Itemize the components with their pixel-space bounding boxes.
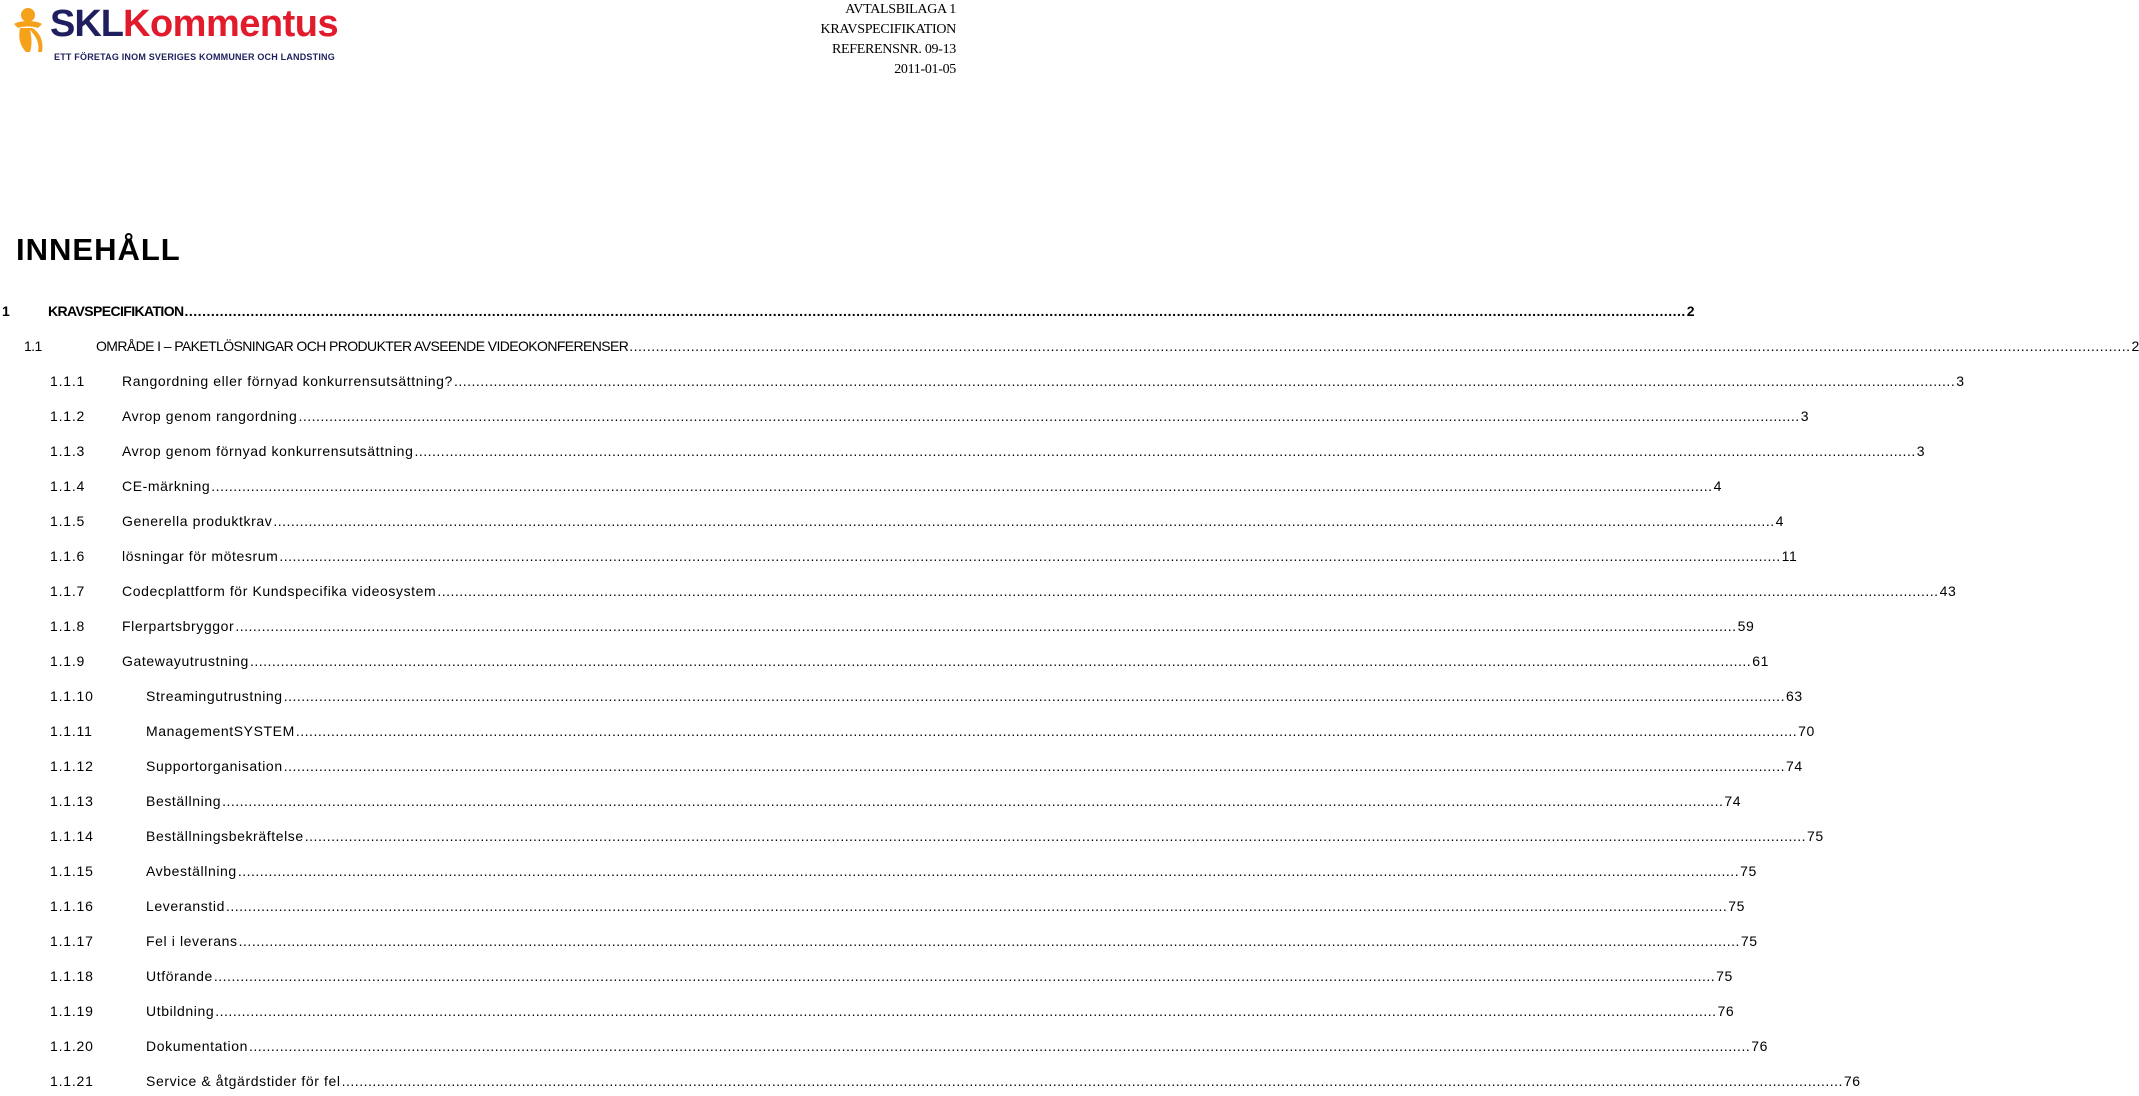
toc-leader-dots: [222, 790, 1723, 812]
toc-entry-title: Utförande: [146, 968, 213, 984]
toc-entry-page: 2: [1686, 303, 1694, 319]
toc-entry-page: 59: [1737, 618, 1755, 634]
toc-entry[interactable]: [0, 895, 1746, 917]
toc-entry-number: 1.1.1: [50, 373, 86, 389]
toc-entry[interactable]: [0, 475, 1722, 497]
toc-entry-page: 70: [1798, 723, 1815, 739]
toc-entry[interactable]: [0, 755, 1803, 777]
toc-leader-dots: [342, 1070, 1843, 1092]
toc-entry-title: Fel i leverans: [146, 933, 238, 949]
toc-entry-number: 1.1.5: [50, 513, 86, 529]
toc-entry-page: 3: [1800, 408, 1810, 424]
toc-entry-page: 74: [1785, 758, 1803, 774]
toc-leader-dots: [437, 580, 1938, 602]
company-logo: [10, 4, 370, 66]
toc-entry[interactable]: [0, 545, 1798, 567]
person-figure-icon: [10, 6, 46, 54]
toc-entry-title: Avrop genom rangordning: [122, 408, 298, 424]
toc-entry[interactable]: [0, 685, 1803, 707]
toc-entry-number: 1.1.20: [50, 1038, 94, 1054]
toc-entry-title: Service & åtgärdstider för fel: [146, 1073, 341, 1089]
toc-entry-number: 1.1.19: [50, 1003, 94, 1019]
toc-entry[interactable]: [0, 405, 1810, 427]
toc-entry-title: Beställningsbekräftelse: [146, 828, 304, 844]
toc-leader-dots: [279, 545, 1780, 567]
toc-entry[interactable]: [0, 1035, 1769, 1057]
toc-leader-dots: [215, 1000, 1716, 1022]
toc-leader-dots: [226, 895, 1727, 917]
toc-entry-number: 1.1.10: [50, 688, 94, 704]
toc-entry-number: 1.1.18: [50, 968, 94, 984]
toc-entry-title: OMRÅDE I – PAKETLÖSNINGAR OCH PRODUKTER AVSEENDE VIDEOKONFERENSER: [96, 338, 629, 354]
toc-entry-page: 75: [1728, 898, 1746, 914]
toc-entry-number: 1: [2, 303, 10, 319]
toc-entry-number: 1.1.8: [50, 618, 86, 634]
toc-entry[interactable]: [0, 650, 1769, 672]
toc-entry-title: Rangordning eller förnyad konkurrensutsättning?: [122, 373, 453, 389]
toc-leader-dots: [235, 615, 1736, 637]
toc-entry[interactable]: [0, 510, 1784, 532]
logo-wordmark: SKLKommentus: [50, 3, 339, 45]
toc-entry-page: 76: [1751, 1038, 1769, 1054]
logo-tagline: ETT FÖRETAG INOM SVERIGES KOMMUNER OCH LANDSTING: [54, 52, 335, 62]
toc-entry-page: 76: [1717, 1003, 1735, 1019]
toc-entry-title: Streamingutrustning: [146, 688, 283, 704]
toc-entry[interactable]: [0, 825, 1824, 847]
toc-entry-number: 1.1.14: [50, 828, 94, 844]
toc-entry-page: 74: [1724, 793, 1742, 809]
toc-entry-page: 63: [1785, 688, 1803, 704]
toc-entry[interactable]: [0, 1070, 1861, 1092]
toc-entry[interactable]: [0, 860, 1757, 882]
toc-entry-page: 75: [1740, 863, 1757, 879]
toc-entry-page: 11: [1781, 548, 1798, 564]
toc-entry-title: Generella produktkrav: [122, 513, 273, 529]
toc-entry-page: 75: [1716, 968, 1733, 984]
toc-leader-dots: [273, 510, 1774, 532]
toc-entry[interactable]: [0, 930, 1758, 952]
toc-entry-number: 1.1.11: [50, 723, 93, 739]
toc-entry-title: KRAVSPECIFIKATION: [48, 303, 184, 319]
toc-entry-page: 43: [1939, 583, 1957, 599]
toc-entry-title: Gatewayutrustning: [122, 653, 249, 669]
toc-entry-page: 75: [1740, 933, 1758, 949]
toc-entry-page: 4: [1775, 513, 1784, 529]
toc-entry-number: 1.1.15: [50, 863, 94, 879]
toc-leader-dots: [296, 720, 1797, 742]
toc-leader-dots: [214, 965, 1715, 987]
document-header-info: [821, 0, 956, 80]
toc-leader-dots: [284, 685, 1785, 707]
toc-leader-dots: [185, 300, 1686, 322]
toc-entry-number: 1.1.17: [50, 933, 94, 949]
toc-entry-title: Codecplattform för Kundspecifika videosystem: [122, 583, 437, 599]
toc-entry[interactable]: [0, 580, 1957, 602]
toc-entry-title: Beställning: [146, 793, 222, 809]
toc-entry-title: lösningar för mötesrum: [122, 548, 279, 564]
toc-entry-number: 1.1.9: [50, 653, 86, 669]
toc-entry[interactable]: [0, 300, 1694, 322]
toc-leader-dots: [250, 650, 1751, 672]
toc-leader-dots: [305, 825, 1806, 847]
toc-entry-page: 3: [1956, 373, 1965, 389]
toc-entry-title: Avrop genom förnyad konkurrensutsättning: [122, 443, 414, 459]
toc-leader-dots: [211, 475, 1712, 497]
toc-entry[interactable]: [0, 1000, 1735, 1022]
toc-leader-dots: [454, 370, 1955, 392]
toc-entry[interactable]: [0, 790, 1742, 812]
header-reference: REFERENSNR. 09-13: [831, 42, 956, 57]
toc-entry-page: 75: [1807, 828, 1824, 844]
toc-entry-page: 76: [1843, 1073, 1861, 1089]
toc-entry[interactable]: [0, 615, 1755, 637]
toc-entry-title: CE-märkning: [122, 478, 211, 494]
toc-entry-number: 1.1.13: [50, 793, 94, 809]
toc-entry-number: 1.1.16: [50, 898, 94, 914]
toc-entry-number: 1.1.2: [50, 408, 86, 424]
toc-entry-number: 1.1.3: [50, 443, 86, 459]
toc-entry-title: Dokumentation: [146, 1038, 248, 1054]
toc-entry-title: Supportorganisation: [146, 758, 283, 774]
toc-leader-dots: [238, 860, 1739, 882]
toc-entry[interactable]: [0, 335, 2139, 357]
toc-entry-title: ManagementSYSTEM: [146, 723, 295, 739]
toc-entry-title: Flerpartsbryggor: [122, 618, 235, 634]
toc-entry[interactable]: [0, 440, 1926, 462]
toc-leader-dots: [249, 1035, 1750, 1057]
toc-entry-page: 2: [2131, 338, 2139, 354]
toc-entry-title: Utbildning: [146, 1003, 215, 1019]
toc-entry-number: 1.1: [24, 338, 42, 354]
toc-entry-page: 4: [1713, 478, 1722, 494]
toc-entry[interactable]: [0, 720, 1815, 742]
header-date: 2011-01-05: [894, 62, 956, 77]
toc-entry-page: 3: [1916, 443, 1926, 459]
toc-leader-dots: [284, 755, 1785, 777]
toc-entry-number: 1.1.7: [50, 583, 86, 599]
toc-entry[interactable]: [0, 965, 1733, 987]
toc-entry-title: Avbeställning: [146, 863, 237, 879]
toc-leader-dots: [298, 405, 1799, 427]
toc-leader-dots: [239, 930, 1740, 952]
toc-entry-page: 61: [1752, 653, 1769, 669]
header-attachment: AVTALSBILAGA 1: [845, 2, 956, 17]
toc-entry[interactable]: [0, 370, 1965, 392]
toc-entry-number: 1.1.12: [50, 758, 94, 774]
toc-entry-title: Leveranstid: [146, 898, 225, 914]
toc-heading: INNEHÅLL: [16, 232, 181, 267]
toc-entry-number: 1.1.4: [50, 478, 86, 494]
header-doc-type: KRAVSPECIFIKATION: [820, 22, 956, 37]
toc-leader-dots: [629, 335, 2130, 357]
toc-leader-dots: [414, 440, 1915, 462]
toc-entry-number: 1.1.21: [50, 1073, 94, 1089]
toc-entry-number: 1.1.6: [50, 548, 86, 564]
